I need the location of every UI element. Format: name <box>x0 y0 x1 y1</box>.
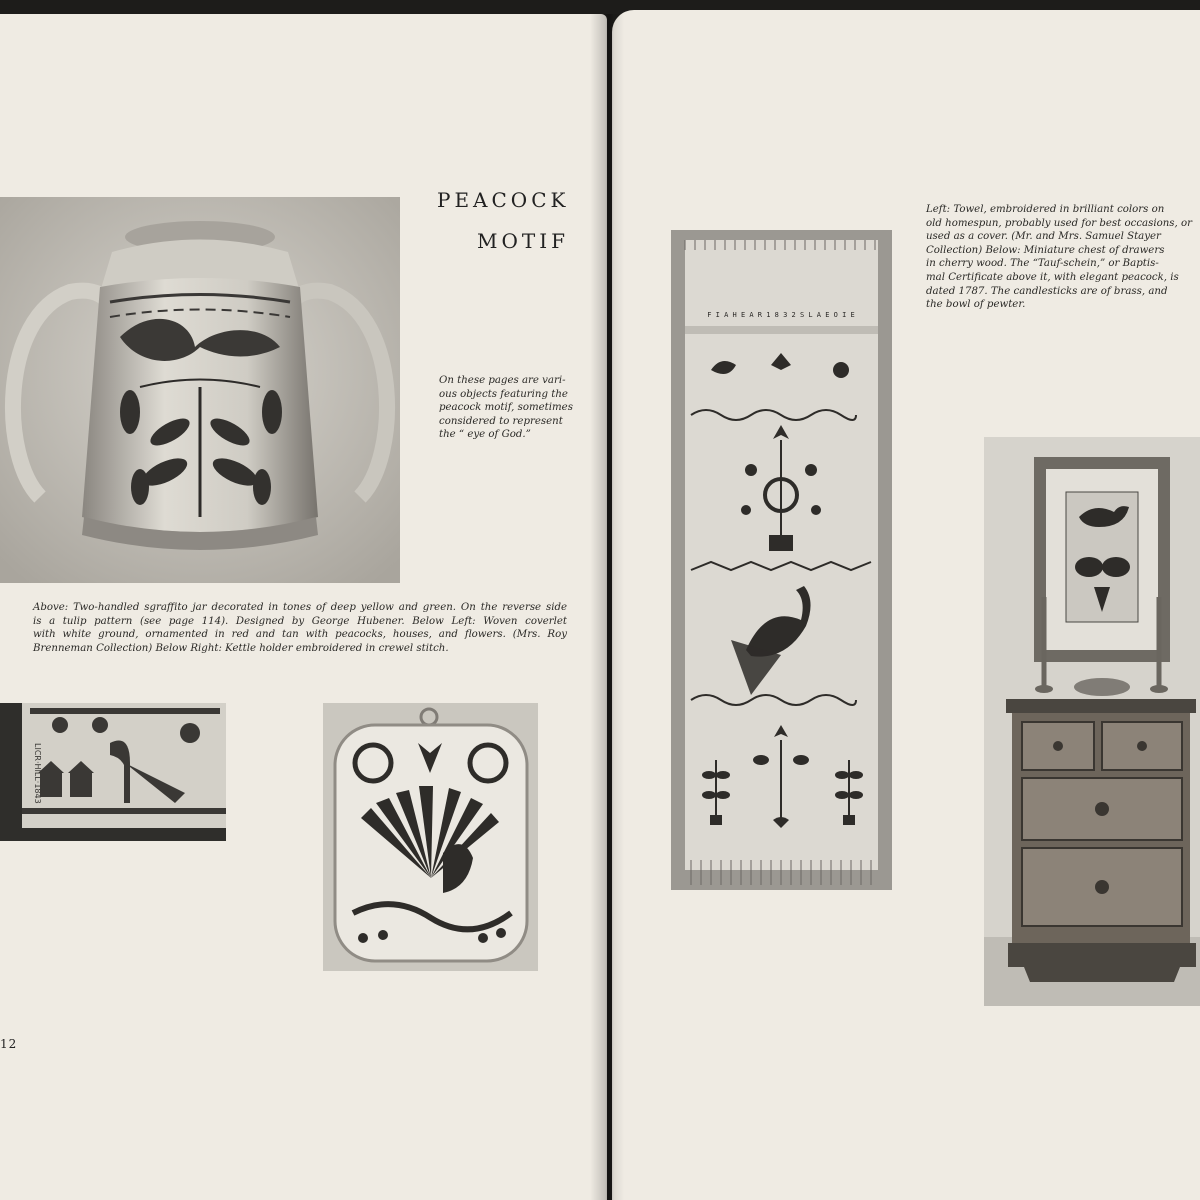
intro-line: the “ eye of God.” <box>439 429 531 441</box>
page-number: 12 <box>0 1037 18 1051</box>
caption-line: Above: Two-handled sgraffito jar decorated in tones of deep yellow and green. On the reverse side <box>33 602 567 613</box>
woven-coverlet-photo <box>0 703 226 841</box>
page-title-line1: PEACOCK <box>437 188 570 212</box>
caption-line: with white ground, ornamented in red and tan with peacocks, houses, and flowers. (Mrs. Roy <box>33 629 567 641</box>
caption-line: mal Certificate above it, with elegant peacock, is <box>926 271 1179 283</box>
caption-line: old homespun, probably used for best occasions, or <box>926 217 1192 229</box>
kettle-holder-photo <box>323 703 538 971</box>
intro-line: considered to represent <box>439 415 563 427</box>
embroidered-towel-photo <box>671 230 892 890</box>
book-gutter <box>590 14 624 1200</box>
page-title-line2: MOTIF <box>477 229 569 253</box>
caption-line: is a tulip pattern (see page 114). Designed by George Hubener. Below Left: Woven coverlet <box>33 615 567 627</box>
intro-line: peacock motif, sometimes <box>439 402 573 414</box>
caption-line: Collection) Below: Miniature chest of drawers <box>926 244 1165 256</box>
caption-line: used as a cover. (Mr. and Mrs. Samuel Stayer <box>926 231 1161 243</box>
main-caption <box>33 601 567 655</box>
intro-line: On these pages are vari- <box>439 375 566 386</box>
caption-line: Brenneman Collection) Below Right: Kettle holder embroidered in crewel stitch. <box>33 642 449 654</box>
intro-line: ous objects featuring the <box>439 388 568 400</box>
caption-line: the bowl of pewter. <box>926 299 1026 311</box>
caption-line: Left: Towel, embroidered in brilliant colors on <box>926 204 1165 215</box>
coverlet-inscription: LICR·HILL·1843 <box>33 743 42 804</box>
towel-inscription: F I A H E A R 1 8 3 2 S L A E O I E <box>707 311 855 319</box>
right-caption <box>926 203 1192 312</box>
chest-of-drawers-photo <box>984 437 1200 1006</box>
caption-line: dated 1787. The candlesticks are of brass, and <box>926 285 1168 297</box>
intro-caption <box>439 374 573 442</box>
sgraffito-jar-photo <box>0 197 400 583</box>
caption-line: in cherry wood. The “Tauf-schein,” or Baptis- <box>926 258 1159 270</box>
